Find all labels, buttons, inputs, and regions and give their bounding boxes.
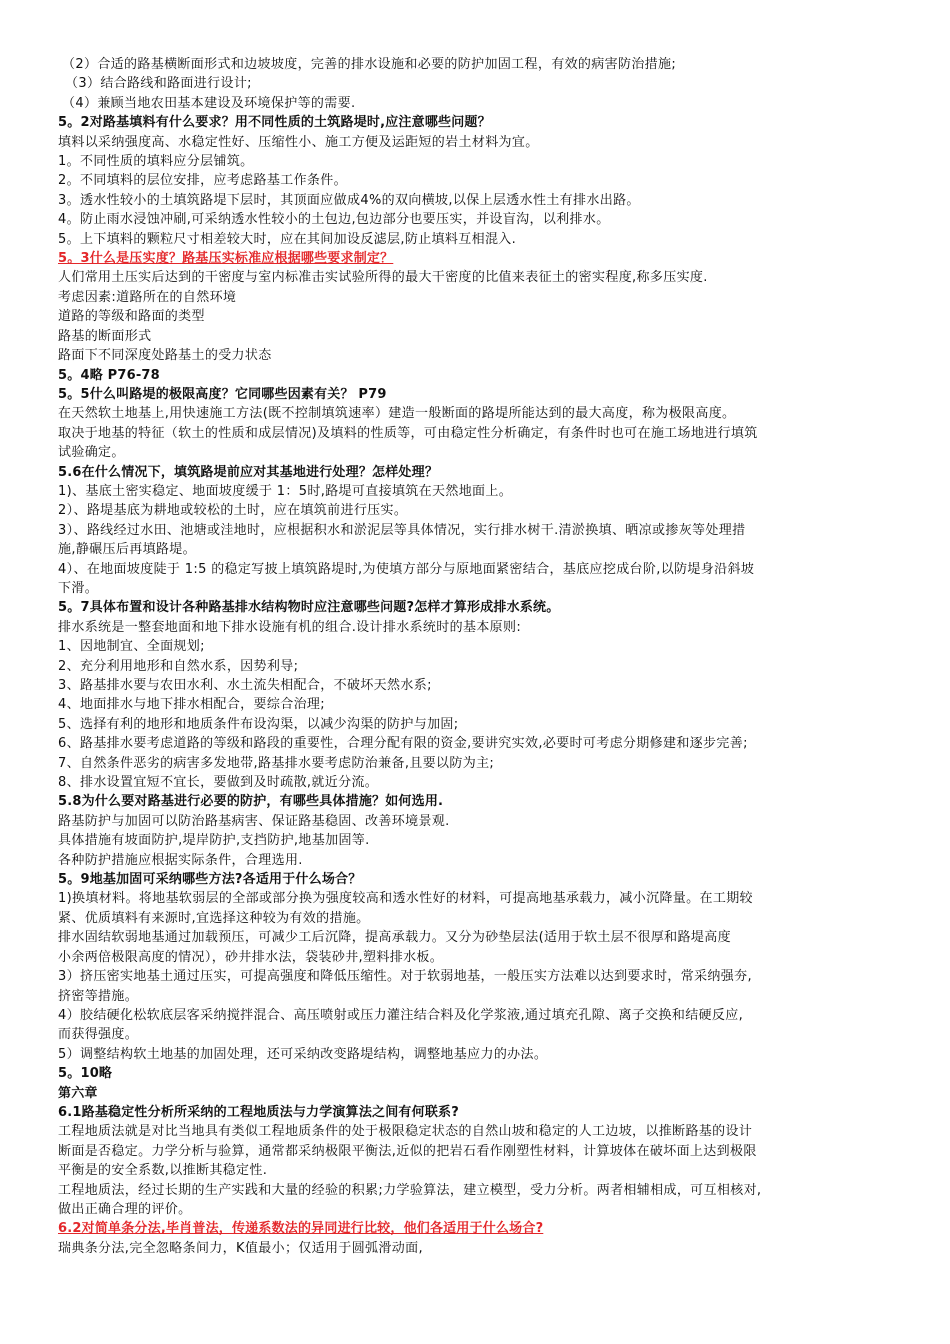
section-heading: 5。2对路基填料有什么要求？用不同性质的土筑路堤时,应注意哪些问题？: [58, 115, 491, 131]
text-line: 2、充分利用地形和自然水系，因势利导;: [58, 658, 299, 674]
text-line: 试验确定。: [58, 445, 125, 461]
text-line: 5。上下填料的颗粒尺寸相差较大时，应在其间加设反滤层,防止填料互相混入.: [58, 231, 517, 247]
highlighted-question-heading: 5。3什么是压实度？路基压实标准应根据哪些要求制定？: [58, 251, 394, 267]
text-line: 5、选择有利的地形和地质条件布设沟渠，以减少沟渠的防护与加固;: [58, 716, 459, 732]
section-heading: 5。4略 P76-78: [58, 367, 160, 383]
text-line: 取决于地基的特征（软土的性质和成层情况)及填料的性质等，可由稳定性分析确定，有条件时也可在施工场地进行填筑: [58, 425, 758, 441]
text-line: 平衡是的安全系数,以推断其稳定性.: [58, 1163, 268, 1179]
text-line: 4。防止雨水浸蚀冲刷,可采纳透水性较小的土包边,包边部分也要压实，并设盲沟，以利排水。: [58, 212, 610, 228]
text-line: 3）挤压密实地基土通过压实，可提高强度和降低压缩性。对于软弱地基，一般压实方法难以达到要求时，常采纳强夯,: [58, 969, 752, 985]
text-line: 3、路基排水要与农田水利、水土流失相配合，不破坏天然水系;: [58, 678, 432, 693]
section-heading: 5。10略: [58, 1066, 113, 1082]
text-line: 各种防护措施应根据实际条件，合理选用.: [58, 852, 303, 868]
text-line: 而获得强度。: [58, 1027, 139, 1043]
section-heading: 5.6在什么情况下，填筑路堤前应对其基地进行处理？怎样处理？: [58, 464, 439, 480]
text-line: 1。不同性质的填料应分层铺筑。: [58, 154, 254, 170]
text-line: 1、因地制宜、全面规划;: [58, 639, 205, 655]
text-line: 断面是否稳定。力学分析与验算，通常都采纳极限平衡法,近似的把岩石看作刚塑性材料，计算坡体在破坏面上达到极限: [58, 1143, 757, 1159]
text-line: 路基的断面形式: [58, 328, 152, 344]
text-line: 2）、路堤基底为耕地或较松的土时，应在填筑前进行压实。: [58, 503, 408, 519]
section-heading: 第六章: [58, 1085, 98, 1101]
text-line: （4）兼顾当地农田基本建设及环境保护等的需要.: [62, 95, 356, 111]
text-line: 排水系统是一整套地面和地下排水设施有机的组合.设计排水系统时的基本原则:: [58, 619, 522, 635]
text-line: 施,静碾压后再填路堤。: [58, 542, 196, 558]
section-heading: 5.8为什么要对路基进行必要的防护，有哪些具体措施？如何选用.: [58, 794, 444, 810]
text-line: 6、路基排水要考虑道路的等级和路段的重要性，合理分配有限的资金,要讲究实效,必要时可考虑分期修建和逐步完善;: [58, 736, 748, 752]
text-line: 做出正确合理的评价。: [58, 1201, 192, 1217]
text-line: 5）调整结构软土地基的加固处理，还可采纳改变路堤结构，调整地基应力的办法。: [58, 1046, 548, 1062]
text-line: 小余两倍极限高度的情况），砂井排水法，袋装砂井,塑料排水板。: [58, 949, 444, 965]
text-line: 8、排水设置宜短不宜长，要做到及时疏散,就近分流。: [58, 775, 379, 791]
text-line: 4、地面排水与地下排水相配合，要综合治理;: [58, 697, 326, 713]
text-line: 下滑。: [58, 580, 99, 596]
text-line: 路基防护与加固可以防治路基病害、保证路基稳固、改善环境景观.: [58, 813, 450, 829]
text-line: （3）结合路线和路面进行设计;: [65, 76, 252, 92]
text-line: 人们常用土压实后达到的干密度与室内标准击实试验所得的最大干密度的比值来表征土的密实程度,称多压实度.: [58, 270, 708, 286]
text-line: 2。不同填料的层位安排，应考虑路基工作条件。: [58, 173, 347, 189]
text-line: 3。透水性较小的土填筑路堤下层时，其顶面应做成4%的双向横坡,以保上层透水性土有排水出路。: [58, 192, 640, 208]
text-line: 1)、基底土密实稳定、地面坡度缓于 1：5时,路堤可直接填筑在天然地面上。: [58, 483, 513, 499]
text-line: 7、自然条件恶劣的病害多发地带,路基排水要考虑防治兼备,且要以防为主;: [58, 755, 495, 771]
text-line: 4）胶结硬化松软底层客采纳搅拌混合、高压喷射或压力灌注结合料及化学浆液,通过填充孔隙、离子交换和结硬反应,: [58, 1007, 744, 1023]
text-line: 考虑因素:道路所在的自然环境: [58, 289, 237, 305]
text-line: 工程地质法，经过长期的生产实践和大量的经验的积累;力学验算法，建立模型，受力分析。两者相辅相成，可互相核对,: [58, 1182, 762, 1198]
text-line: 工程地质法就是对比当地具有类似工程地质条件的处于极限稳定状态的自然山坡和稳定的人工边坡，以推断路基的设计: [58, 1124, 753, 1140]
section-heading: 5。9地基加固可采纳哪些方法?各适用于什么场合？: [58, 872, 362, 888]
text-line: 瑞典条分法,完全忽略条间力，K值最小；仅适用于圆弧滑动面,: [58, 1240, 423, 1256]
highlighted-question-heading: 6.2对简单条分法,毕肖普法，传递系数法的异同进行比较，他们各适用于什么场合?: [58, 1221, 544, 1237]
section-heading: 5。7具体布置和设计各种路基排水结构物时应注意哪些问题?怎样才算形成排水系统。: [58, 600, 560, 616]
text-line: （2）合适的路基横断面形式和边坡坡度，完善的排水设施和必要的防护加固工程，有效的病害防治措施;: [62, 57, 677, 72]
text-line: 在天然软土地基上,用快速施工方法(既不控制填筑速率）建造一般断面的路堤所能达到的最大高度，称为极限高度。: [58, 406, 736, 422]
text-line: 3）、路线经过水田、池塘或洼地时，应根据积水和淤泥层等具体情况，实行排水树干.清淤换填、晒凉或掺灰等处理措: [58, 522, 746, 538]
document-body: [58, 55, 900, 1258]
text-line: 排水固结软弱地基通过加载预压，可减少工后沉降，提高承载力。又分为砂垫层法(适用于软土层不很厚和路堤高度: [58, 930, 731, 946]
text-line: 4）、在地面坡度陡于 1:5 的稳定写披上填筑路堤时,为使填方部分与原地面紧密结合，基底应挖成台阶,以防堤身沿斜坡: [58, 561, 755, 577]
text-line: 路面下不同深度处路基土的受力状态: [58, 348, 272, 364]
section-heading: 6.1路基稳定性分析所采纳的工程地质法与力学演算法之间有何联系?: [58, 1104, 459, 1120]
text-line: 1)换填材料。将地基软弱层的全部或部分换为强度较高和透水性好的材料，可提高地基承载力，减小沉降量。在工期较: [58, 891, 753, 907]
text-line: 紧、优质填料有来源时,宜选择这种较为有效的措施。: [58, 910, 370, 926]
text-line: 道路的等级和路面的类型: [58, 309, 205, 325]
text-line: 具体措施有坡面防护,堤岸防护,支挡防护,地基加固等.: [58, 833, 370, 849]
section-heading: 5。5什么叫路堤的极限高度？它同哪些因素有关？ P79: [58, 386, 387, 402]
text-line: 挤密等措施。: [58, 988, 139, 1004]
text-line: 填料以采纳强度高、水稳定性好、压缩性小、施工方便及运距短的岩土材料为宜。: [58, 134, 539, 150]
